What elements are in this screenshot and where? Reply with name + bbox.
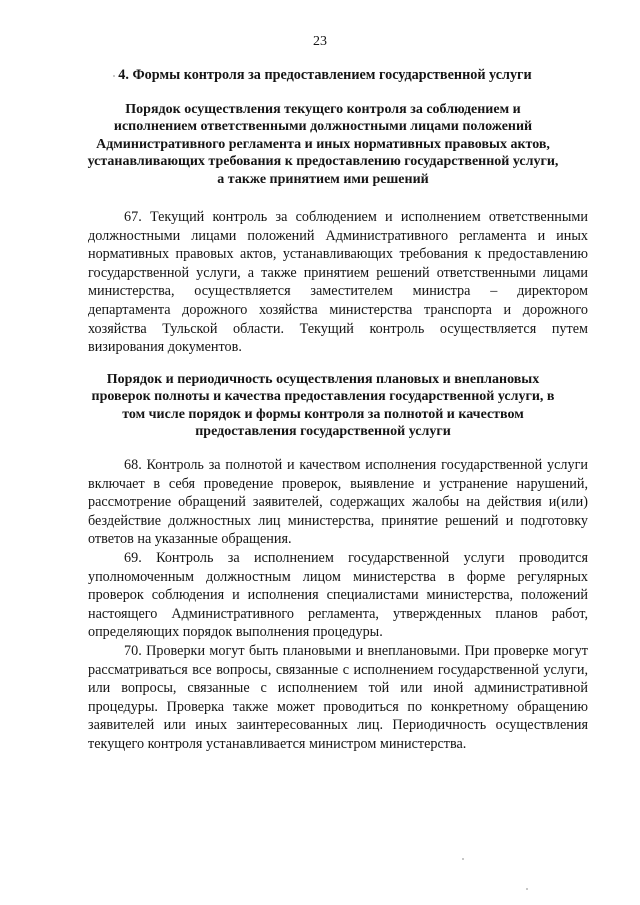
scan-speck	[462, 858, 464, 860]
scan-speck	[113, 75, 115, 77]
page-number: 23	[313, 34, 327, 49]
paragraph-70: 70. Проверки могут быть плановыми и внеплановыми. При проверке могут рассматриваться все вопросы, связанные с исполнением государственной услуги, или вопросы, связанные с исполнением той или иной административной процедуры. Проверка также может проводиться по конкретному обращению заявителей или иных заинтересованных лиц. Периодичность осуществления текущего контроля устанавливается министром министерства.	[88, 642, 588, 752]
paragraph-group-1	[88, 208, 588, 357]
section-title: 4. Формы контроля за предоставлением государственной услуги	[118, 67, 532, 83]
subheading-inspections: Порядок и периодичность осуществления плановых и внеплановых проверок полноты и качества предоставления государственной услуги, в том числе порядок и формы контроля за полнотой и качеством предоставления государственной услуги	[91, 372, 555, 440]
scan-speck	[526, 888, 528, 890]
subheading-current-control: Порядок осуществления текущего контроля за соблюдением и исполнением ответственными должностными лицами положений Административного регламента и иных нормативных правовых актов, устанавливающих требования к предоставлению государственной услуги, а также принятием ими решений	[87, 102, 559, 187]
paragraph-67: 67. Текущий контроль за соблюдением и исполнением ответственными должностными лицами положений Административного регламента и иных нормативных правовых актов, устанавливающих требования к предоставлению государственной услуги, а также принятием решений ответственными лицами министерства, осуществляется заместителем министра – директором департамента дорожного хозяйства министерства транспорта и дорожного хозяйства Тульской области. Текущий контроль осуществляется путем визирования документов.	[88, 209, 588, 356]
paragraph-68: 68. Контроль за полнотой и качеством исполнения государственной услуги включает в себя проведение проверок, выявление и устранение нарушений, рассмотрение обращений заявителей, содержащих жалобы на действия и(или) бездействие должностных лиц министерства, принятие решений и подготовку ответов на указанные обращения.	[88, 457, 588, 548]
paragraph-69: 69. Контроль за исполнением государственной услуги проводится уполномоченным должностным лицом министерства в форме регулярных проверок соблюдения и исполнения специалистами министерства, положений настоящего Административного регламента, утвержденных планов работ, определяющих порядок выполнения процедуры.	[88, 549, 588, 641]
paragraph-group-2	[88, 456, 588, 754]
